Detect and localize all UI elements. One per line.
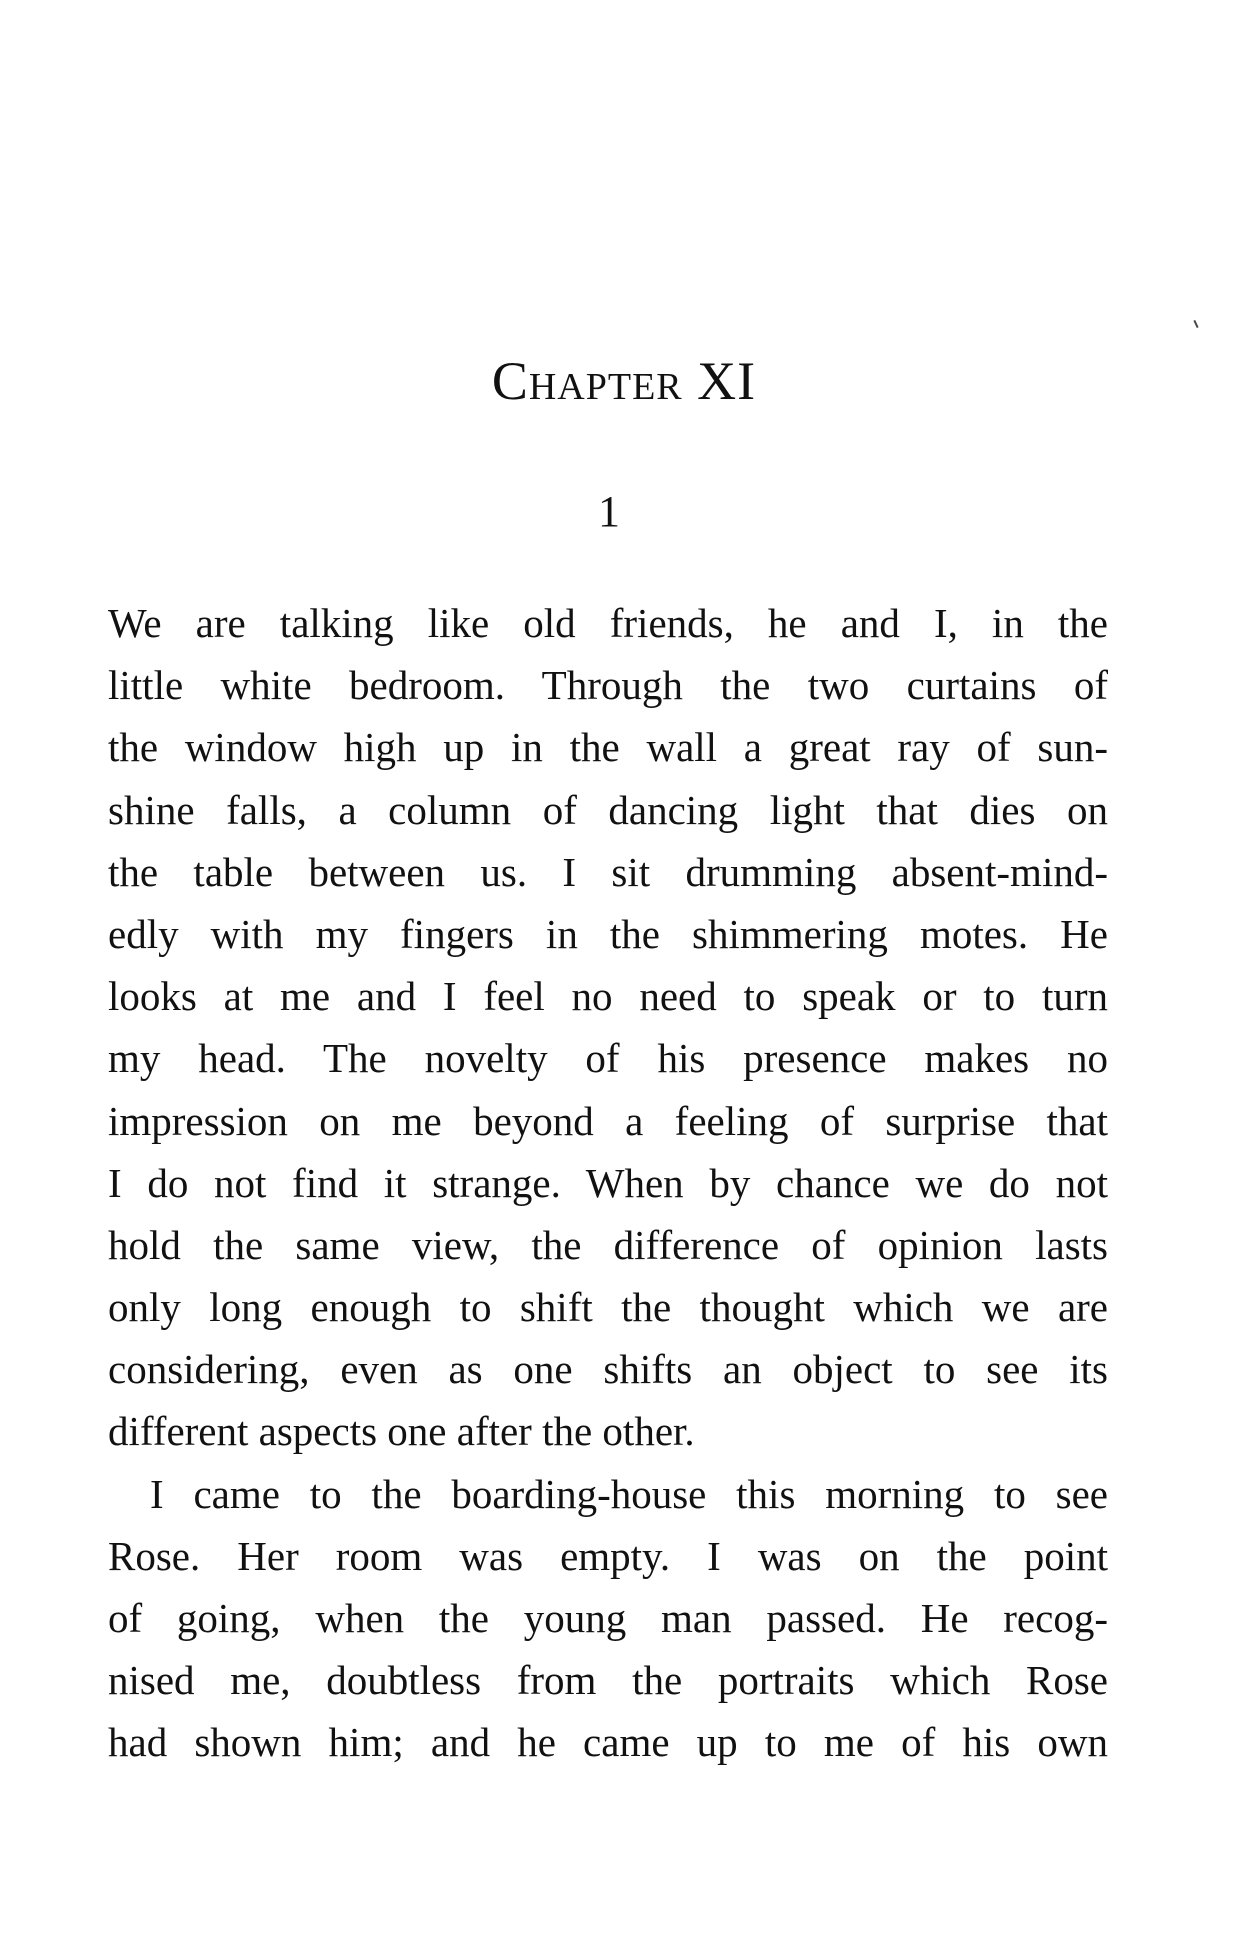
text-line: shine falls, a column of dancing light that dies on — [108, 786, 1108, 833]
paragraph-2 — [108, 1463, 1108, 1774]
chapter-title: Chapter XI — [491, 351, 757, 411]
text-line: little white bedroom. Through the two curtains of — [108, 662, 1108, 709]
text-line: considering, even as one shifts an object to see its — [108, 1346, 1108, 1393]
text-line: the table between us. I sit drumming absent-mind- — [108, 848, 1108, 895]
text-line: impression on me beyond a feeling of surprise that — [108, 1097, 1108, 1144]
section-number: 1 — [598, 487, 620, 536]
text-line: had shown him; and he came up to me of his own — [108, 1719, 1108, 1766]
text-line: edly with my fingers in the shimmering motes. He — [108, 910, 1108, 957]
page-speck — [1193, 320, 1198, 328]
text-line: I came to the boarding-house this morning to see — [150, 1470, 1108, 1517]
text-line: of going, when the young man passed. He recog- — [108, 1595, 1108, 1641]
paragraph-1 — [108, 592, 1108, 1463]
text-body — [108, 592, 1108, 1774]
text-line: Rose. Her room was empty. I was on the point — [108, 1532, 1108, 1579]
text-line: my head. The novelty of his presence makes no — [108, 1035, 1108, 1082]
text-line: only long enough to shift the thought which we are — [108, 1284, 1108, 1331]
text-line: nised me, doubtless from the portraits which Rose — [108, 1657, 1108, 1704]
text-line: We are talking like old friends, he and I, in the — [108, 600, 1108, 646]
text-line: looks at me and I feel no need to speak or to turn — [108, 973, 1108, 1020]
text-line: different aspects one after the other. — [108, 1408, 695, 1455]
text-line: I do not find it strange. When by chance we do not — [108, 1159, 1108, 1206]
text-line: hold the same view, the difference of opinion lasts — [108, 1221, 1108, 1268]
text-line: the window high up in the wall a great ray of sun- — [108, 724, 1108, 771]
